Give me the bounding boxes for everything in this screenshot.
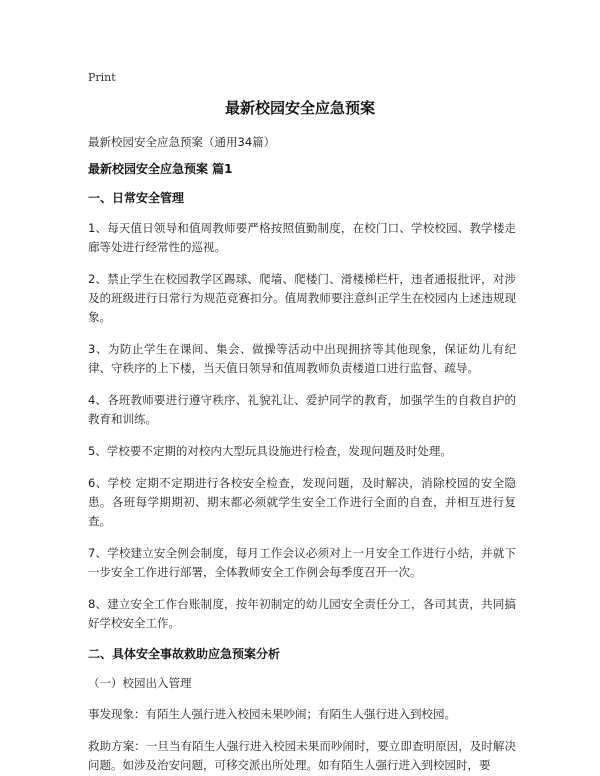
page-title: 最新校园安全应急预案 [224, 99, 375, 117]
list-item: 3、为防止学生在课间、集会、做操等活动中出现拥挤等其他现象，保证幼儿有纪律、守秩序的上下楼，当天值日领导和值周教师负责楼道口进行监督、疏导。 [88, 342, 516, 375]
rescue-plan: 救助方案：一旦当有陌生人强行进入校园未果而吵闹时，要立即查明原因，及时解决问题。如涉及治安问题，可移交派出所处理。如有陌生人强行进入到校园时，要 [88, 739, 516, 772]
article-heading: 最新校园安全应急预案 篇1 [88, 162, 233, 176]
list-item: 2、禁止学生在校园教学区踢球、爬墙、爬楼门、滑楼梯栏杆，违者通报批评，对涉及的班级进行日常行为规范竞赛扣分。值周教师要注意纠正学生在校园内上述违规现象。 [88, 272, 516, 324]
list-item: 6、学校 定期不定期进行各校安全检查，发现问题，及时解决，消除校园的安全隐患。各班每学期期初、期末都必须就学生安全工作进行全面的自查，并相互进行复查。 [88, 476, 516, 528]
list-item: 7、学校建立安全例会制度，每月工作会议必须对上一月安全工作进行小结，并就下一步安全工作进行部署，全体教师安全工作例会每季度召开一次。 [88, 546, 516, 579]
document-subtitle: 最新校园安全应急预案（通用34篇） [88, 135, 276, 149]
print-label: Print [88, 71, 116, 84]
list-item: 8、建立安全工作台账制度，按年初制定的幼儿园安全责任分工，各司其责，共同搞好学校安全工作。 [88, 597, 516, 630]
list-item: 4、各班教师要进行遵守秩序、礼貌礼让、爱护同学的教育，加强学生的自救自护的教育和训练。 [88, 393, 516, 426]
sub-heading-campus-access: （一）校园出入管理 [88, 676, 192, 690]
document-body [88, 161, 516, 776]
section-heading-emergency-plan: 二、具体安全事故救助应急预案分析 [88, 647, 281, 661]
section-heading-daily-safety: 一、日常安全管理 [88, 191, 185, 205]
list-item: 5、学校要不定期的对校内大型玩具设施进行检查，发现问题及时处理。 [88, 444, 452, 458]
incident-phenomenon: 事发现象：有陌生人强行进入校园未果吵闹；有陌生人强行进入到校园。 [88, 707, 456, 721]
list-item: 1、每天值日领导和值周教师要严格按照值勤制度，在校门口、学校校园、教学楼走廊等处进行经常性的巡视。 [88, 221, 516, 254]
